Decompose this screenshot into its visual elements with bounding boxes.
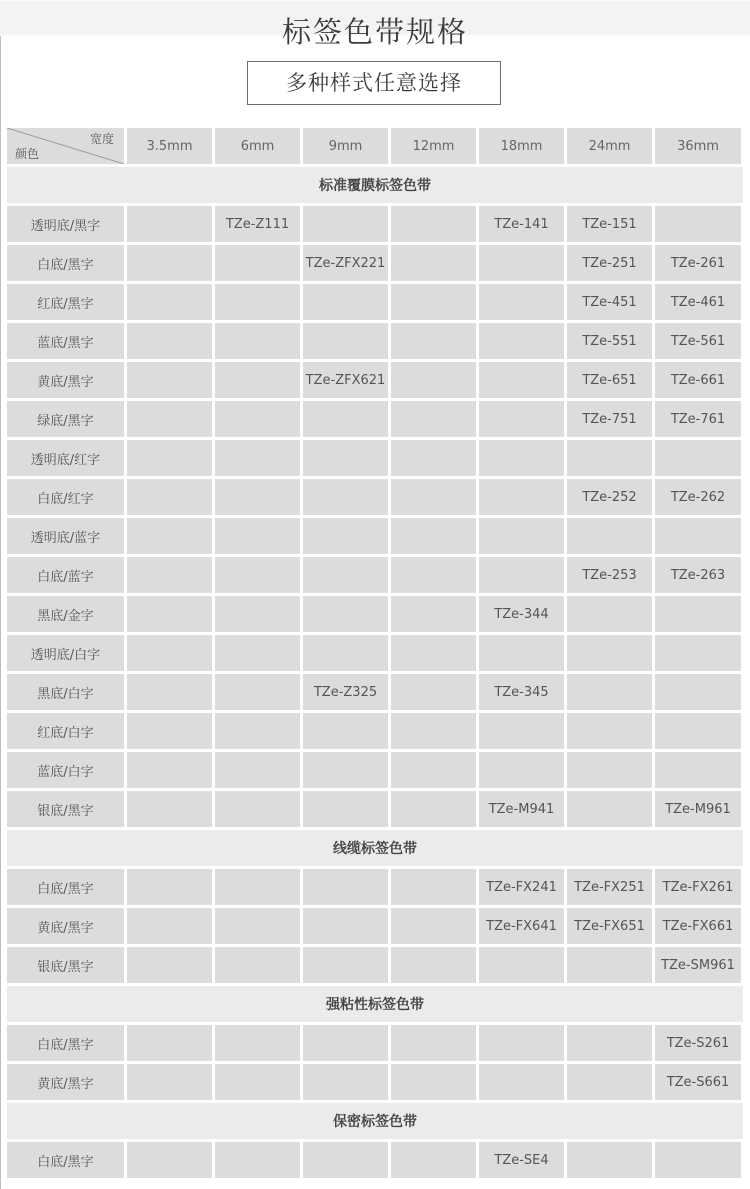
model-cell <box>127 635 212 671</box>
model-cell <box>655 635 741 671</box>
model-cell <box>127 362 212 398</box>
model-cell: TZe-661 <box>655 362 741 398</box>
table-row <box>7 362 743 398</box>
model-cell: TZe-ZFX621 <box>303 362 388 398</box>
model-cell <box>479 947 564 983</box>
model-cell: TZe-M941 <box>479 791 564 827</box>
model-cell: TZe-344 <box>479 596 564 632</box>
model-cell <box>127 596 212 632</box>
model-cell <box>567 1025 652 1061</box>
color-label-cell: 白底/黑字 <box>7 245 124 281</box>
model-cell <box>303 908 388 944</box>
model-cell <box>655 206 741 242</box>
model-cell: TZe-262 <box>655 479 741 515</box>
color-label-cell: 黑底/金字 <box>7 596 124 632</box>
model-cell: TZe-761 <box>655 401 741 437</box>
model-cell: TZe-751 <box>567 401 652 437</box>
model-cell <box>391 245 476 281</box>
model-cell <box>215 518 300 554</box>
color-label-cell: 银底/黑字 <box>7 947 124 983</box>
table-header-row <box>7 128 743 164</box>
table-row <box>7 596 743 632</box>
model-cell <box>655 752 741 788</box>
model-cell: TZe-SM961 <box>655 947 741 983</box>
color-label-cell: 白底/蓝字 <box>7 557 124 593</box>
table-row <box>7 869 743 905</box>
model-cell <box>391 674 476 710</box>
model-cell <box>391 440 476 476</box>
model-cell <box>127 284 212 320</box>
model-cell <box>655 1142 741 1178</box>
model-cell <box>391 713 476 749</box>
model-cell <box>479 440 564 476</box>
model-cell: TZe-Z111 <box>215 206 300 242</box>
model-cell <box>127 245 212 281</box>
model-cell <box>391 362 476 398</box>
model-cell <box>127 323 212 359</box>
model-cell <box>127 908 212 944</box>
model-cell <box>567 674 652 710</box>
model-cell <box>391 908 476 944</box>
model-cell <box>391 284 476 320</box>
model-cell <box>391 1142 476 1178</box>
model-cell <box>655 596 741 632</box>
corner-width-label: 宽度 <box>89 132 114 146</box>
spec-table <box>7 128 743 1181</box>
model-cell <box>215 908 300 944</box>
color-label-cell: 透明底/白字 <box>7 635 124 671</box>
model-cell <box>391 947 476 983</box>
model-cell <box>303 596 388 632</box>
model-cell <box>303 752 388 788</box>
table-row <box>7 557 743 593</box>
width-header: 6mm <box>215 128 300 164</box>
model-cell <box>391 479 476 515</box>
table-row <box>7 440 743 476</box>
table-row <box>7 518 743 554</box>
model-cell <box>215 1142 300 1178</box>
model-cell: TZe-FX661 <box>655 908 741 944</box>
table-row <box>7 674 743 710</box>
section-header: 标准覆膜标签色带 <box>7 167 743 203</box>
color-label-cell: 银底/黑字 <box>7 791 124 827</box>
model-cell <box>303 1064 388 1100</box>
color-label-cell: 黑底/白字 <box>7 674 124 710</box>
model-cell <box>479 284 564 320</box>
model-cell <box>303 284 388 320</box>
model-cell <box>479 362 564 398</box>
model-cell <box>303 791 388 827</box>
model-cell <box>303 557 388 593</box>
table-row <box>7 245 743 281</box>
model-cell: TZe-263 <box>655 557 741 593</box>
corner-header-cell <box>7 128 124 164</box>
color-label-cell: 透明底/红字 <box>7 440 124 476</box>
model-cell <box>567 596 652 632</box>
model-cell: TZe-FX241 <box>479 869 564 905</box>
model-cell: TZe-SE4 <box>479 1142 564 1178</box>
model-cell <box>655 713 741 749</box>
model-cell <box>391 596 476 632</box>
color-label-cell: 白底/红字 <box>7 479 124 515</box>
table-row <box>7 323 743 359</box>
model-cell <box>215 557 300 593</box>
table-row <box>7 791 743 827</box>
section-header: 强粘性标签色带 <box>7 986 743 1022</box>
model-cell: TZe-M961 <box>655 791 741 827</box>
color-label-cell: 透明底/黑字 <box>7 206 124 242</box>
model-cell <box>479 479 564 515</box>
color-label-cell: 蓝底/白字 <box>7 752 124 788</box>
model-cell <box>391 1025 476 1061</box>
model-cell <box>127 791 212 827</box>
color-label-cell: 黄底/黑字 <box>7 1064 124 1100</box>
table-row <box>7 206 743 242</box>
color-label-cell: 黄底/黑字 <box>7 362 124 398</box>
model-cell <box>567 947 652 983</box>
model-cell <box>303 1142 388 1178</box>
model-cell <box>391 752 476 788</box>
model-cell <box>303 479 388 515</box>
model-cell <box>215 245 300 281</box>
model-cell <box>215 323 300 359</box>
color-label-cell: 白底/黑字 <box>7 1025 124 1061</box>
model-cell <box>655 518 741 554</box>
model-cell <box>567 1064 652 1100</box>
color-label-cell: 红底/黑字 <box>7 284 124 320</box>
model-cell: TZe-S661 <box>655 1064 741 1100</box>
model-cell <box>303 323 388 359</box>
model-cell <box>215 713 300 749</box>
model-cell: TZe-345 <box>479 674 564 710</box>
model-cell <box>303 947 388 983</box>
table-row <box>7 908 743 944</box>
model-cell: TZe-261 <box>655 245 741 281</box>
width-header: 12mm <box>391 128 476 164</box>
model-cell <box>215 362 300 398</box>
model-cell: TZe-253 <box>567 557 652 593</box>
model-cell: TZe-651 <box>567 362 652 398</box>
model-cell <box>479 752 564 788</box>
model-cell <box>567 713 652 749</box>
model-cell <box>391 869 476 905</box>
model-cell <box>391 557 476 593</box>
model-cell <box>215 440 300 476</box>
model-cell: TZe-461 <box>655 284 741 320</box>
table-row <box>7 401 743 437</box>
model-cell <box>303 713 388 749</box>
model-cell <box>391 635 476 671</box>
table-row <box>7 1142 743 1178</box>
model-cell <box>127 1025 212 1061</box>
model-cell: TZe-551 <box>567 323 652 359</box>
model-cell: TZe-251 <box>567 245 652 281</box>
model-cell <box>127 557 212 593</box>
model-cell <box>391 1064 476 1100</box>
model-cell <box>303 1025 388 1061</box>
model-cell: TZe-S261 <box>655 1025 741 1061</box>
corner-color-label: 颜色 <box>15 147 40 161</box>
table-row <box>7 947 743 983</box>
model-cell <box>303 518 388 554</box>
model-cell <box>215 1025 300 1061</box>
model-cell <box>655 674 741 710</box>
width-header: 24mm <box>567 128 652 164</box>
model-cell <box>215 635 300 671</box>
table-row <box>7 635 743 671</box>
model-cell: TZe-451 <box>567 284 652 320</box>
model-cell <box>303 206 388 242</box>
model-cell <box>479 323 564 359</box>
model-cell <box>479 557 564 593</box>
model-cell <box>479 635 564 671</box>
model-cell <box>479 245 564 281</box>
page-title: 标签色带规格 <box>281 15 468 49</box>
model-cell: TZe-252 <box>567 479 652 515</box>
table-row <box>7 284 743 320</box>
model-cell <box>391 206 476 242</box>
width-header: 18mm <box>479 128 564 164</box>
width-header: 9mm <box>303 128 388 164</box>
model-cell <box>127 440 212 476</box>
model-cell: TZe-Z325 <box>303 674 388 710</box>
color-label-cell: 黄底/黑字 <box>7 908 124 944</box>
model-cell <box>127 518 212 554</box>
model-cell <box>655 440 741 476</box>
width-header: 3.5mm <box>127 128 212 164</box>
width-header: 36mm <box>655 128 741 164</box>
color-label-cell: 绿底/黑字 <box>7 401 124 437</box>
model-cell: TZe-FX651 <box>567 908 652 944</box>
model-cell <box>127 1064 212 1100</box>
model-cell <box>127 947 212 983</box>
model-cell <box>479 713 564 749</box>
model-cell <box>127 401 212 437</box>
model-cell <box>567 440 652 476</box>
model-cell: TZe-FX261 <box>655 869 741 905</box>
table-row <box>7 752 743 788</box>
section-header: 保密标签色带 <box>7 1103 743 1139</box>
model-cell <box>215 284 300 320</box>
model-cell <box>127 869 212 905</box>
color-label-cell: 红底/白字 <box>7 713 124 749</box>
model-cell <box>127 1142 212 1178</box>
model-cell <box>567 752 652 788</box>
model-cell <box>303 869 388 905</box>
model-cell <box>215 869 300 905</box>
model-cell <box>215 752 300 788</box>
model-cell <box>127 206 212 242</box>
model-cell <box>567 791 652 827</box>
color-label-cell: 白底/黑字 <box>7 869 124 905</box>
model-cell <box>215 596 300 632</box>
color-label-cell: 蓝底/黑字 <box>7 323 124 359</box>
table-row <box>7 713 743 749</box>
model-cell <box>215 947 300 983</box>
model-cell <box>479 1064 564 1100</box>
model-cell: TZe-141 <box>479 206 564 242</box>
color-label-cell: 透明底/蓝字 <box>7 518 124 554</box>
color-label-cell: 白底/黑字 <box>7 1142 124 1178</box>
model-cell <box>215 479 300 515</box>
model-cell <box>391 791 476 827</box>
page-frame-line <box>0 0 1 1189</box>
model-cell: TZe-ZFX221 <box>303 245 388 281</box>
model-cell <box>303 440 388 476</box>
model-cell <box>479 401 564 437</box>
model-cell: TZe-FX641 <box>479 908 564 944</box>
model-cell <box>391 518 476 554</box>
model-cell <box>215 1064 300 1100</box>
table-row <box>7 1064 743 1100</box>
model-cell <box>127 479 212 515</box>
model-cell <box>391 401 476 437</box>
model-cell <box>127 713 212 749</box>
model-cell <box>215 401 300 437</box>
model-cell <box>567 635 652 671</box>
model-cell <box>215 791 300 827</box>
table-row <box>7 1025 743 1061</box>
model-cell <box>303 401 388 437</box>
model-cell <box>127 752 212 788</box>
model-cell <box>391 323 476 359</box>
model-cell: TZe-561 <box>655 323 741 359</box>
section-header: 线缆标签色带 <box>7 830 743 866</box>
table-body <box>7 167 743 1178</box>
model-cell: TZe-FX251 <box>567 869 652 905</box>
model-cell <box>567 518 652 554</box>
model-cell <box>567 1142 652 1178</box>
table-row <box>7 479 743 515</box>
model-cell <box>479 518 564 554</box>
model-cell <box>215 674 300 710</box>
model-cell <box>127 674 212 710</box>
model-cell <box>479 1025 564 1061</box>
subtitle-box: 多种样式任意选择 <box>247 61 501 105</box>
model-cell: TZe-151 <box>567 206 652 242</box>
model-cell <box>303 635 388 671</box>
